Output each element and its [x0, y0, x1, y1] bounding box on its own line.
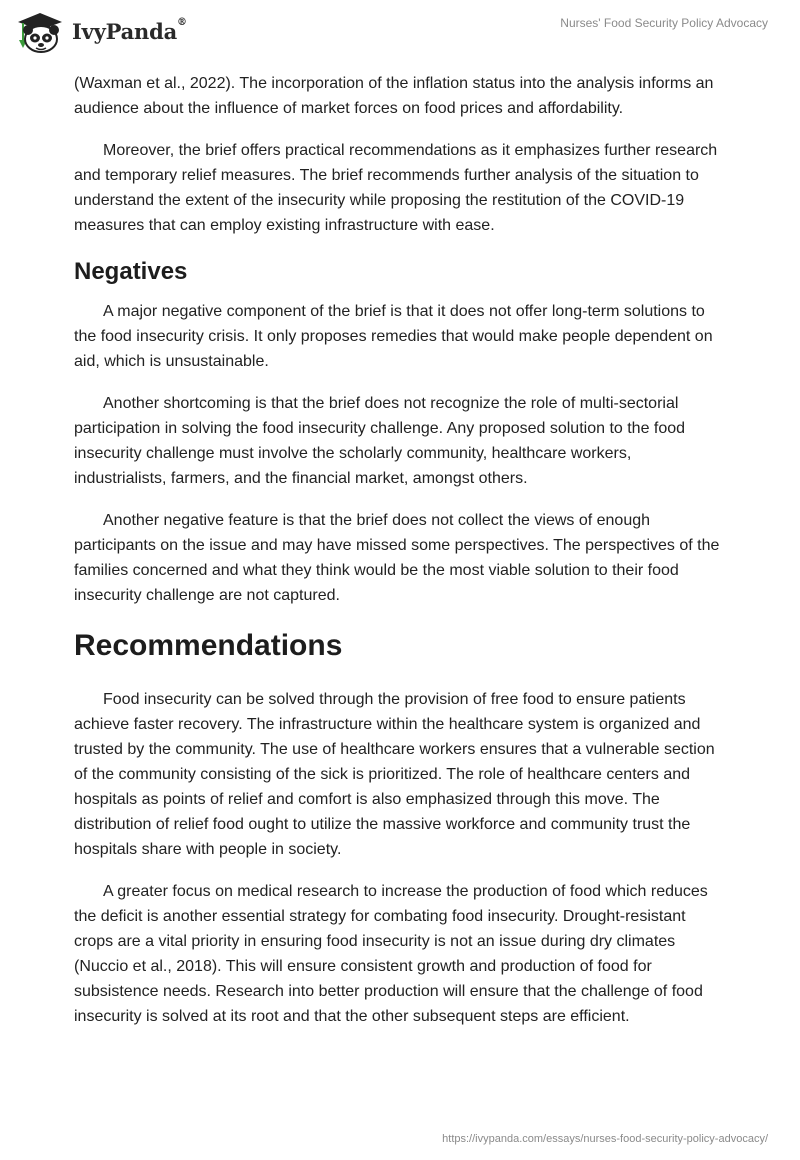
heading-recommendations: Recommendations — [74, 629, 343, 662]
page-header — [0, 0, 800, 64]
paragraph-5: Another negative feature is that the brief does not collect the views of enough participants on the issue and may have missed some perspectives. The perspectives of the families concerned and what they think would be the most viable solution to their food insecurity challenge are not captured. — [74, 512, 720, 604]
paragraph-4: Another shortcoming is that the brief does not recognize the role of multi-sectorial participation in solving the food insecurity challenge. Any proposed solution to the food insecurity challenge must involve the scholarly community, healthcare workers, industrialists, farmers, and the financial market, amongst others. — [74, 395, 686, 487]
paragraph-6: Food insecurity can be solved through the provision of free food to ensure patients achieve faster recovery. The infrastructure within the healthcare system is organized and trusted by the community. The use of healthcare workers ensures that a vulnerable section of the community consisting of the sick is prioritized. The role of healthcare centers and hospitals as points of relief and comfort is also emphasized through this move. The distribution of relief food ought to utilize the massive workforce and community trust the hospitals share with people in society. — [74, 691, 715, 858]
registered-mark: ® — [177, 16, 187, 28]
paragraph-7: A greater focus on medical research to increase the production of food which reduces the deficit is another essential strategy for combating food insecurity. Drought-resistant crops are a vital priority in ensuring food insecurity is not an issue during dry climates (Nuccio et al., 2018). This will ensure consistent growth and production of food for subsistence needs. Research into better production will ensure that the challenge of food insecurity is solved at its root and that the other subsequent steps are efficient. — [74, 883, 708, 1025]
paragraph-2: Moreover, the brief offers practical recommendations as it emphasizes further research and temporary relief measures. The brief recommends further analysis of the situation to understand the extent of the insecurity while proposing the restitution of the COVID-19 measures that can employ existing infrastructure with ease. — [74, 142, 718, 234]
source-url[interactable]: https://ivypanda.com/essays/nurses-food-security-policy-advocacy/ — [442, 1133, 768, 1145]
paragraph-3: A major negative component of the brief is that it does not offer long-term solutions to the food insecurity crisis. It only proposes remedies that would make people dependent on aid, which is unsustainable. — [74, 303, 713, 370]
paragraph-1: (Waxman et al., 2022). The incorporation of the inflation status into the analysis informs an audience about the influence of market forces on food prices and affordability. — [74, 75, 714, 117]
logo-text: IvyPanda — [72, 18, 178, 44]
ivypanda-logo[interactable] — [14, 8, 187, 54]
article-body — [74, 71, 726, 1046]
document-title: Nurses' Food Security Policy Advocacy — [560, 16, 768, 30]
logo-wordmark — [72, 16, 187, 44]
heading-negatives: Negatives — [74, 258, 188, 285]
panda-graduate-icon — [14, 8, 66, 54]
